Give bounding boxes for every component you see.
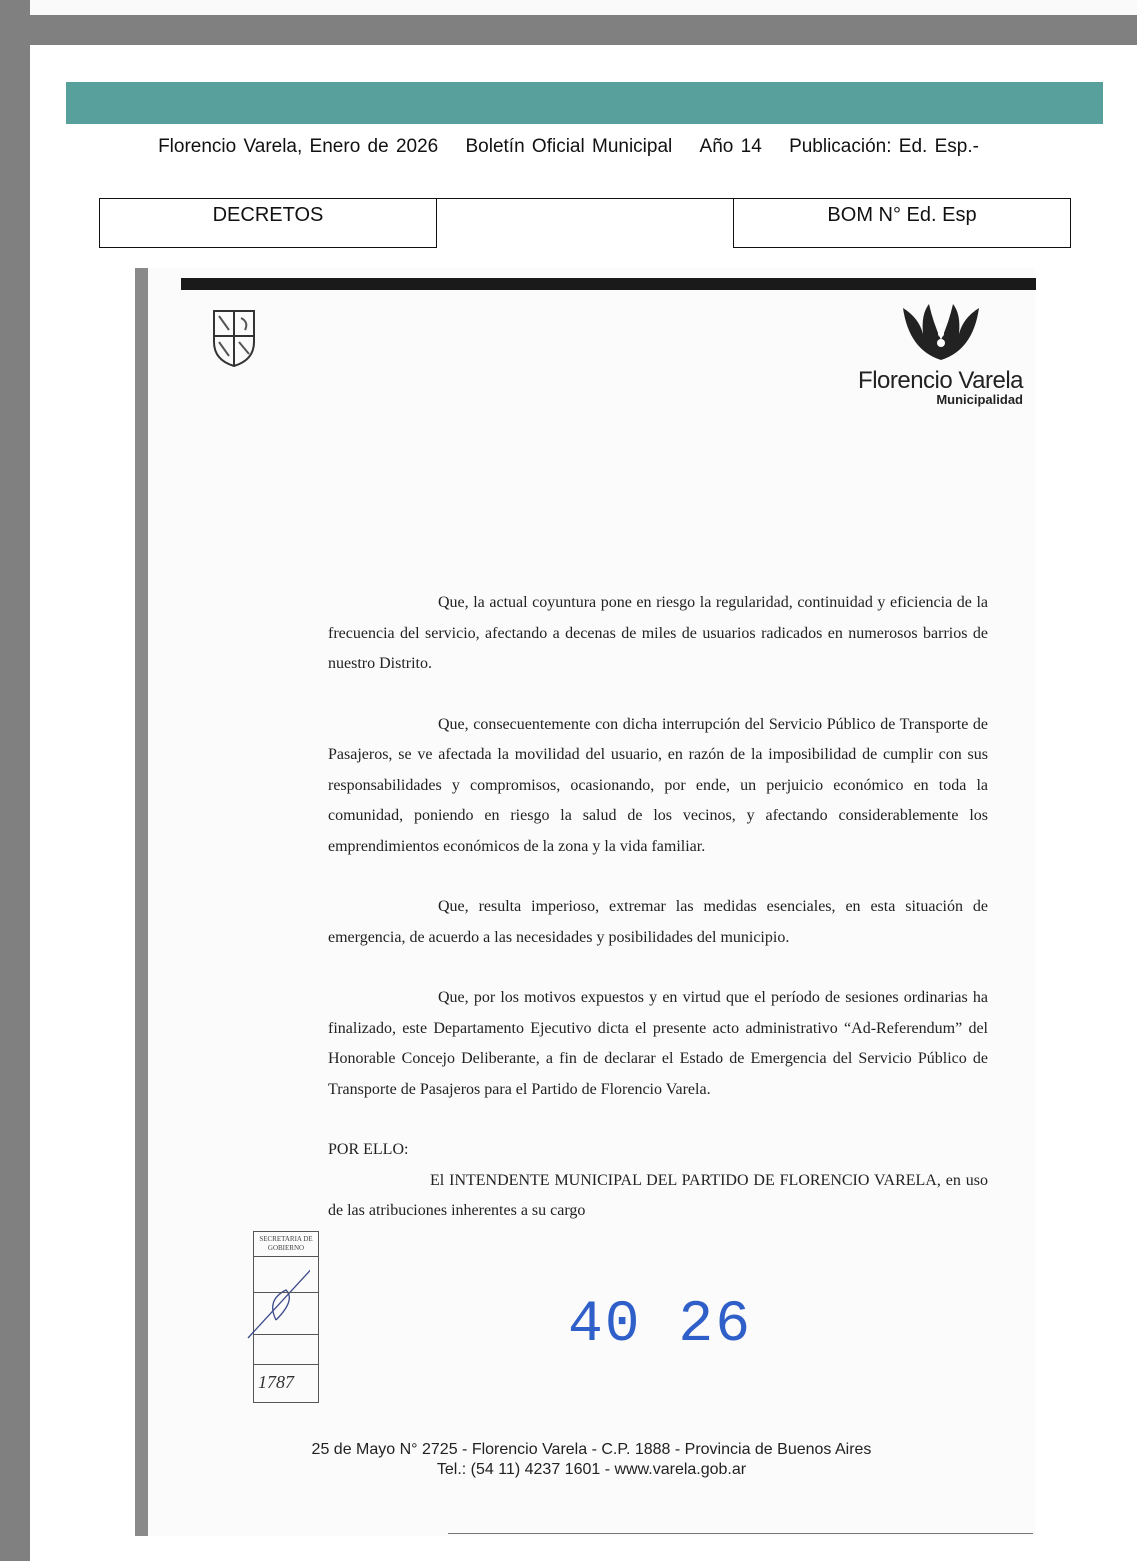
logo-name: Florencio Varela <box>858 367 1023 394</box>
teal-header-band <box>66 82 1103 124</box>
footer-contact: Tel.: (54 11) 4237 1601 - www.varela.gob.ar <box>436 1461 747 1478</box>
intendente-clause: El INTENDENTE MUNICIPAL DEL PARTIDO DE FLORENCIO VARELA, en uso de las atribuciones inherentes a su cargo <box>328 1171 988 1219</box>
bulletin-header <box>0 136 1137 158</box>
bottom-rule <box>448 1533 1033 1534</box>
letterhead-footer <box>148 1440 1035 1480</box>
stamp-text: SECRETARIA DE GOBIERNO <box>254 1232 318 1257</box>
paragraph: Que, la actual coyuntura pone en riesgo la regularidad, continuidad y eficiencia de la frecuencia del servicio, afectando a decenas de miles de usuarios radicados en numerosos barrios de nuestro Distrito. <box>328 594 988 672</box>
paragraph: Que, por los motivos expuestos y en virtud que el período de sesiones ordinarias ha finalizado, este Departamento Ejecutivo dicta el presente acto administrativo “Ad-Referendum” del Honorable Concejo Deliberante, a fin de declarar el Estado de Emergencia del Servicio Público de Transporte de Pasajeros para el Partido de Florencio Varela. <box>328 989 988 1098</box>
paragraph: Que, resulta imperioso, extremar las medidas esenciales, en esta situación de emergencia, de acuerdo a las necesidades y posibilidades del municipio. <box>328 898 988 946</box>
signature-icon <box>246 1260 310 1350</box>
bom-number-box: BOM N° Ed. Esp <box>733 198 1071 248</box>
paragraph: Que, consecuentemente con dicha interrupción del Servicio Público de Transporte de Pasajeros, se ve afectada la movilidad del usuario, en razón de la imposibilidad de cumplir con sus responsabilidades y compromisos, ocasionando, por ende, un perjuicio económico en toda la comunidad, poniendo en riesgo la salud de los vecinos, y afectando considerablemente los emprendimientos económicos de la zona y la vida familiar. <box>328 715 988 855</box>
letterhead-bar <box>181 278 1036 290</box>
place-date: Florencio Varela, Enero de 2026 <box>158 136 439 157</box>
publication: Publicación: Ed. Esp.- <box>789 136 979 157</box>
footer-address: 25 de Mayo N° 2725 - Florencio Varela - C.P. 1888 - Provincia de Buenos Aires <box>311 1441 872 1458</box>
municipality-logo <box>858 300 1023 407</box>
section-box: DECRETOS <box>99 198 437 248</box>
por-ello: POR ELLO: <box>328 1141 409 1158</box>
decree-number-stamp: 40 26 <box>568 1293 753 1358</box>
bulletin-title: Boletín Oficial Municipal <box>465 136 673 157</box>
year: Año 14 <box>699 136 762 157</box>
decree-body <box>328 588 988 1227</box>
secretaria-stamp <box>253 1231 319 1403</box>
stamp-handwritten-number: 1787 <box>258 1372 294 1392</box>
window-top-edge <box>30 0 1137 15</box>
coat-of-arms-icon <box>211 308 257 368</box>
scanned-decree <box>135 268 1035 1536</box>
varela-flower-icon <box>899 300 983 362</box>
logo-subtitle: Municipalidad <box>936 392 1023 407</box>
box-divider <box>436 198 734 199</box>
